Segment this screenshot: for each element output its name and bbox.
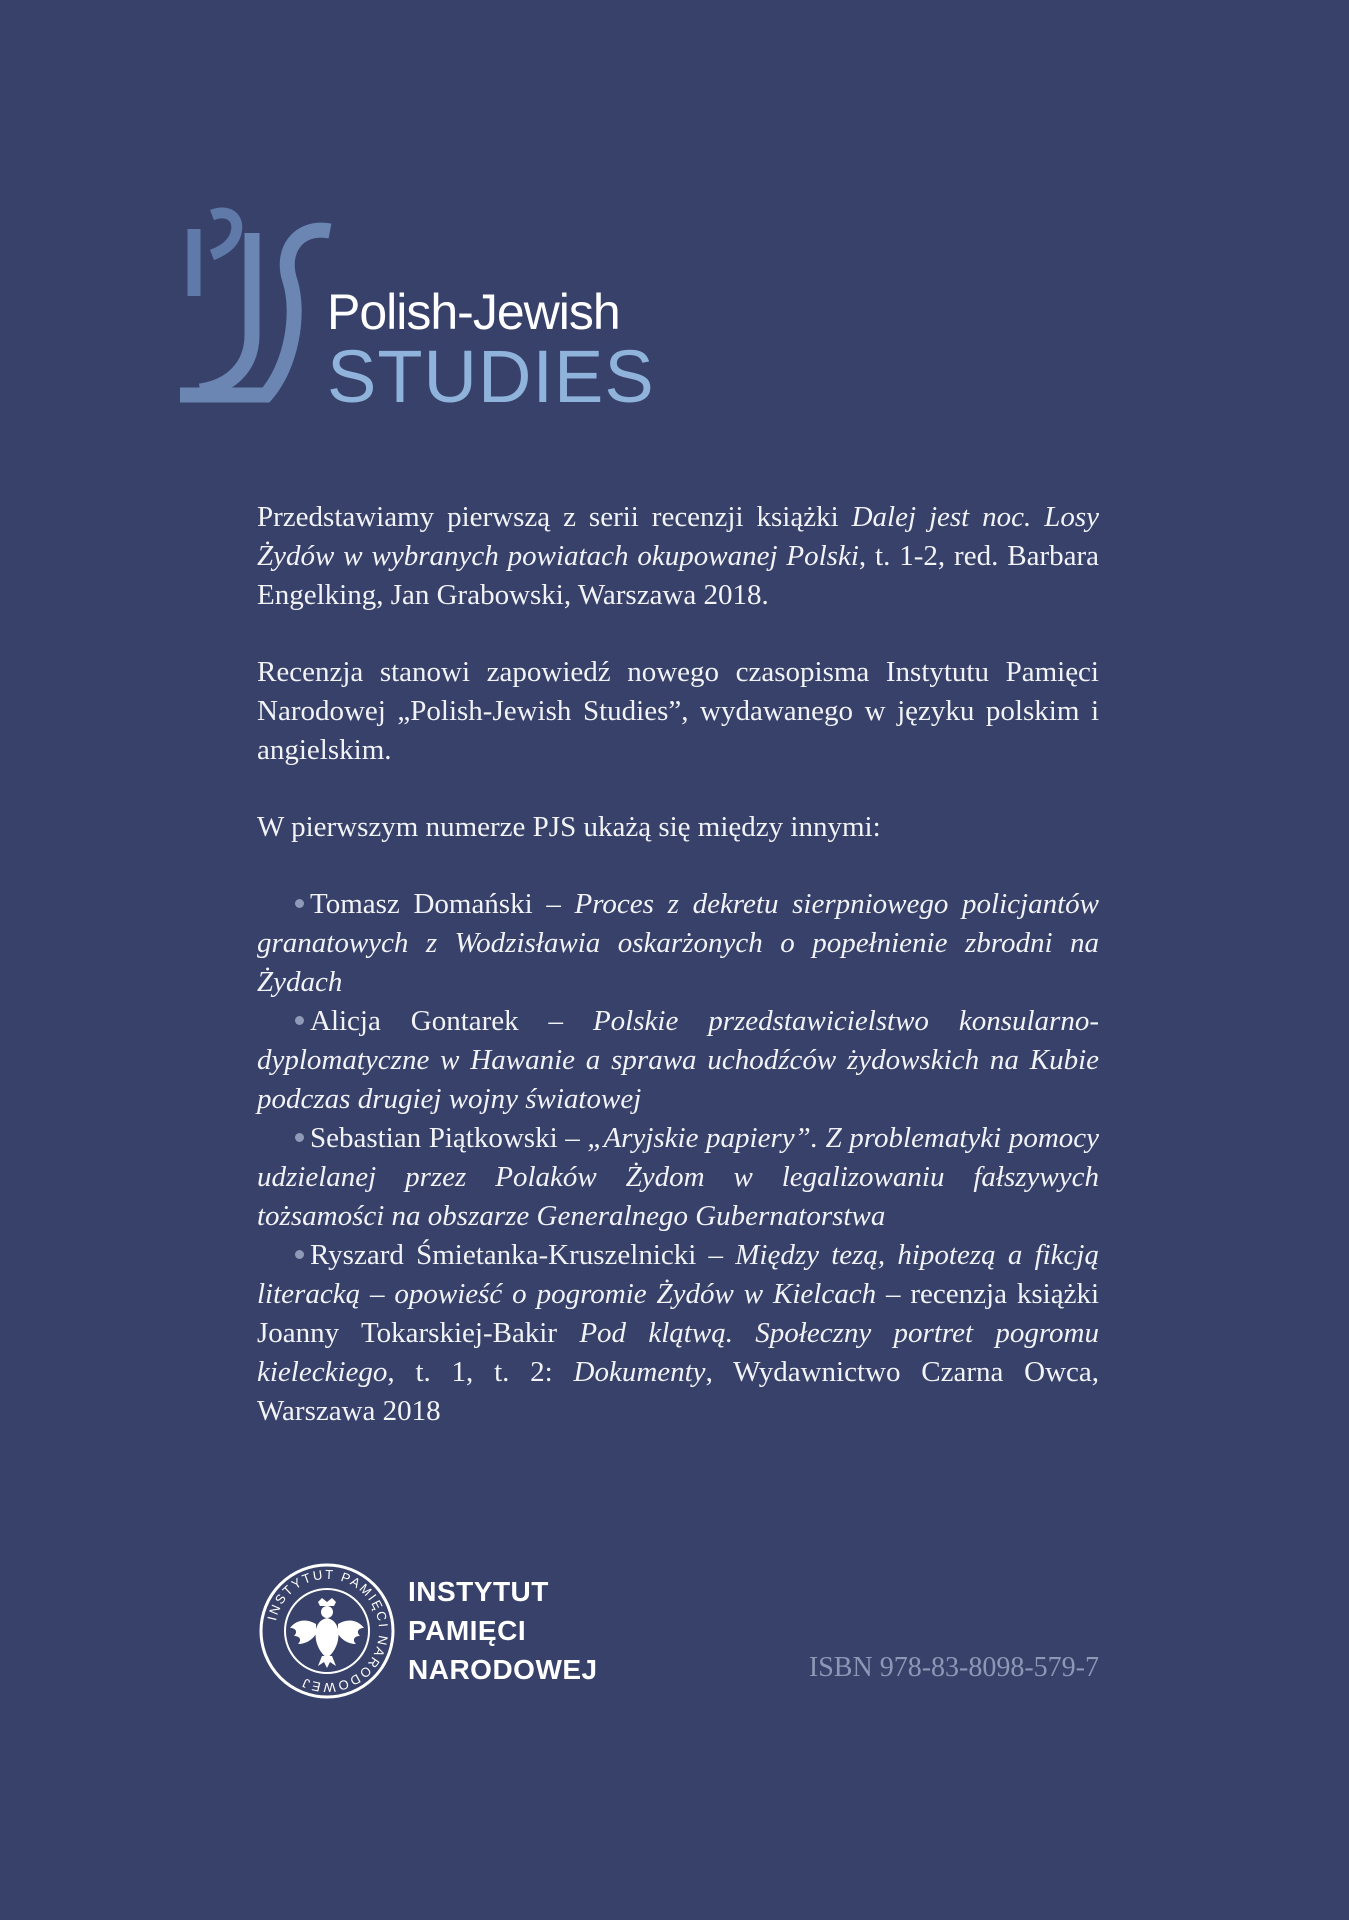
item-reviewed-book: Pod klątwą. Społeczny portret pogromu kieleckiego [257,1317,1099,1388]
item-author: Sebastian Piątkowski [310,1122,558,1154]
intro-paragraph-2: Recenzja stanowi zapowiedź nowego czasopisma Instytutu Pamięci Narodowej „Polish-Jewish Studies”, wydawanego w języku polskim i angielskim. [257,656,1099,766]
intro-paragraph-1 [257,498,1099,615]
item-volumes: , t. 1, t. 2: [387,1356,574,1388]
item-dash: – [532,888,575,920]
intro-book-title: Dalej jest noc. Losy Żydów w wybranych powiatach okupowanej Polski [257,501,1100,572]
pjs-logo-mark [180,195,340,415]
item-dash: – [557,1122,588,1154]
item-review-note: – recenzja książki Joanny Tokarskiej-Bakir [257,1278,1100,1349]
logo-studies: STUDIES [327,335,655,418]
logo-polish-jewish: Polish-Jewish [327,284,620,340]
ipn-name-line2: PAMIĘCI [408,1615,527,1646]
item-author: Ryszard Śmietanka-Kruszelnicki [310,1239,697,1271]
isbn: ISBN 978-83-8098-579-7 [808,1652,1099,1683]
intro-p1-start: Przedstawiamy pierwszą z serii recenzji książki [257,501,852,533]
bullet-icon [295,899,304,908]
item-author: Tomasz Domański [310,888,533,920]
description-text [257,498,1099,1431]
bullet-icon [295,1016,304,1025]
bullet-icon [295,1133,304,1142]
list-item [257,1236,1099,1431]
item-title: Proces z dekretu sierpniowego policjantów granatowych z Wodzisławia oskarżonych o popełnienie zbrodni na Żydach [257,888,1099,998]
ipn-name-line1: INSTYTUT [408,1576,549,1607]
list-item [257,1119,1099,1236]
seal-text: INSTYTUT PAMIĘCI NARODOWEJ [264,1566,392,1696]
item-author: Alicja Gontarek [310,1005,519,1037]
pjs-logo [180,195,700,418]
ipn-name-line3: NARODOWEJ [408,1654,598,1685]
item-title: Między tezą, hipotezą a fikcją literacką – opowieść o pogromie Żydów w Kielcach [257,1239,1099,1310]
item-title: „Aryjskie papiery”. Z problematyki pomocy udzielanej przez Polaków Żydom w legalizowaniu fałszywych tożsamości na obszarze Generalnego Gubernatorstwa [257,1122,1100,1232]
item-publisher: , Wydawnictwo Czarna Owca, Warszawa 2018 [257,1356,1100,1427]
item-dash: – [518,1005,593,1037]
bullet-icon [295,1250,304,1259]
eagle-seal-icon [258,1562,396,1700]
list-item [257,885,1099,1002]
item-documents: Dokumenty [573,1356,706,1388]
intro-p1-end: , t. 1-2, red. Barbara Engelking, Jan Grabowski, Warszawa 2018. [257,540,1100,611]
ipn-logo [258,1562,618,1702]
item-title: Polskie przedstawicielstwo konsularno-dyplomatyczne w Hawanie a sprawa uchodźców żydowskich na Kubie podczas drugiej wojny światowej [257,1005,1099,1115]
intro-paragraph-3: W pierwszym numerze PJS ukażą się między innymi: [257,811,881,843]
item-dash: – [696,1239,736,1271]
list-item [257,1002,1099,1119]
logo-wordmark [327,284,655,418]
ipn-name [408,1572,598,1689]
